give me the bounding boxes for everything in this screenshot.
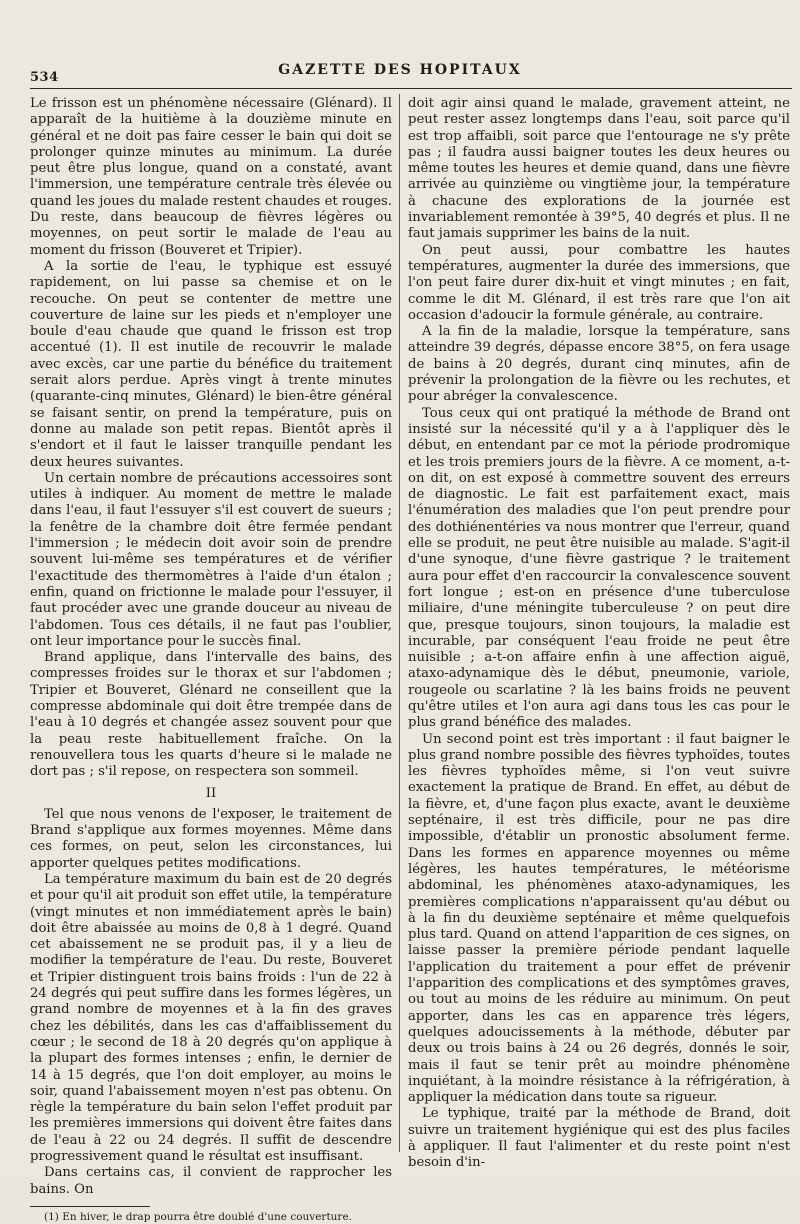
paragraph: Un certain nombre de précautions accessoires sont utiles à indiquer. Au moment de mettre le malade dans l'eau, il faut l'essuyer s'il est couvert de sueurs ; la fenêtre de la chambre doit être fermée pendant l'immersion ; le médecin doit avoir soin de prendre souvent lui-même ses températures et de vérifier l'exactitude des thermomètres à l'aide d'un étalon ; enfin, quand on frictionne le malade pour l'essuyer, il faut procéder avec une grande douceur au niveau de l'abdomen. Tous ces détails, il ne faut pas l'oublier, ont leur importance pour le succès final. — [30, 470, 392, 649]
paragraph: A la fin de la maladie, lorsque la température, sans atteindre 39 degrés, dépasse encore 38°5, on fera usage de bains à 20 degrés, durant cinq minutes, afin de prévenir la prolongation de la fièvre ou les rechutes, et pour abréger la convalescence. — [408, 324, 790, 405]
paragraph: Un second point est très important : il faut baigner le plus grand nombre possible des fièvres typhoïdes, toutes les fièvres typhoïdes même, si l'on veut suivre exactement la pratique de Brand. En effet, au début de la fièvre, et, d'une façon plus exacte, avant le deuxième septénaire, il est très difficile, pour ne pas dire impossible, d'établir un pronostic absolument ferme. Dans les formes en apparence moyennes ou même légères, les hautes températures, le météorisme abdominal, les phénomènes ataxo-adynamiques, les premières complications n'apparaissent qu'au début ou à la fin du deuxième septénaire et même quelquefois plus tard. Quand on attend l'apparition de ces signes, on laisse passer la première période pendant laquelle l'application du traitement a pour effet de prévenir l'apparition des complications et des symptômes graves, ou tout au moins de les réduire au minimum. On peut apporter, dans les cas en apparence très légers, quelques adoucissements à la méthode, débuter par deux ou trois bains à 24 ou 26 degrés, donnés le soir, mais il faut se tenir prêt au moindre phénomène inquiétant, à la moindre résistance à la réfrigération, à appliquer la médication dans toute sa rigueur. — [408, 731, 790, 1106]
paragraph: Tel que nous venons de l'exposer, le traitement de Brand s'applique aux formes moyennes. Même dans ces formes, on peut, selon les circonstances, lui apporter quelques petites modifications. — [30, 806, 392, 871]
paragraph: Le frisson est un phénomène nécessaire (Glénard). Il apparaît de la huitième à la douzième minute en général et ne doit pas faire cesser le bain qui doit se prolonger quinze minutes au minimum. La durée peut être plus longue, quand on a constaté, avant l'immersion, une température centrale très élevée ou quand les joues du malade restent chaudes et rouges. Du reste, dans beaucoup de fièvres légères ou moyennes, on peut sortir le malade de l'eau au moment du frisson (Bouveret et Tripier). — [30, 96, 392, 258]
paragraph: On peut aussi, pour combattre les hautes températures, augmenter la durée des immersions, que l'on peut faire durer dix-huit et vingt minutes ; en fait, comme le dit M. Glénard, il est très rare que l'on ait occasion d'adoucir la formule générale, au contraire. — [408, 242, 790, 323]
header-rule — [30, 88, 792, 89]
right-column — [408, 96, 790, 1172]
paragraph: Le typhique, traité par la méthode de Brand, doit suivre un traitement hygiénique qui est des plus faciles à appliquer. Il faut l'alimenter et du reste point n'est besoin d'in- — [408, 1106, 790, 1171]
left-column — [30, 96, 392, 1224]
paragraph: Tous ceux qui ont pratiqué la méthode de Brand ont insisté sur la nécessité qu'il y a à l'appliquer dès le début, en entendant par ce mot la période prodromique et les trois premiers jours de la fièvre. A ce moment, a-t-on dit, on est exposé à commettre souvent des erreurs de diagnostic. Le fait est parfaitement exact, mais l'énumération des maladies que l'on peut prendre pour des dothiénentéries va nous montrer que l'erreur, quand elle se produit, ne peut être nuisible au malade. S'agit-il d'une synoque, d'une fièvre gastrique ? le traitement aura pour effet d'en raccourcir la convalescence souvent fort longue ; est-on en présence d'une tuberculose miliaire, d'une méningite tuberculeuse ? on peut dire que, presque toujours, sinon toujours, la maladie est incurable, par conséquent l'eau froide ne peut être nuisible ; a-t-on affaire enfin à une affection aiguë, ataxo-adynamique dès le début, pneumonie, variole, rougeole ou scarlatine ? là les bains froids ne peuvent qu'être utiles et l'on aura agi dans tous les cas pour le plus grand bénéfice des malades. — [408, 405, 790, 731]
page-number: 534 — [30, 70, 59, 85]
paragraph: A la sortie de l'eau, le typhique est essuyé rapidement, on lui passe sa chemise et on le recouche. On peut se contenter de mettre une couverture de laine sur les pieds et n'employer une boule d'eau chaude que quand le frisson est trop accentué (1). Il est inutile de recouvrir le malade avec excès, car une partie du bénéfice du traitement serait alors perdue. Après vingt à trente minutes (quarante-cinq minutes, Glénard) le bien-être général se faisant sentir, on prend la température, puis on donne au malade son petit repas. Bientôt après il s'endort et il faut le laisser tranquille pendant les deux heures suivantes. — [30, 258, 392, 470]
page-header — [0, 60, 800, 84]
paragraph: doit agir ainsi quand le malade, gravement atteint, ne peut rester assez longtemps dans l'eau, soit parce qu'il est trop affaibli, soit parce que l'entourage ne s'y prête pas ; il faudra aussi baigner toutes les deux heures ou même toutes les heures et demie quand, dans une fièvre arrivée au quinzième ou vingtième jour, la température à chacune des explorations de la journée est invariablement remontée à 39°5, 40 degrés et plus. Il ne faut jamais supprimer les bains de la nuit. — [408, 96, 790, 242]
section-heading: II — [205, 786, 217, 802]
paragraph: Brand applique, dans l'intervalle des bains, des compresses froides sur le thorax et sur l'abdomen ; Tripier et Bouveret, Glénard ne conseillent que la compresse abdominale qui doit être trempée dans de l'eau à 10 degrés et changée assez souvent pour que la peau reste habituellement fraîche. On la renouvellera tous les quarts d'heure si le malade ne dort pas ; s'il repose, on respectera son sommeil. — [30, 650, 392, 780]
footnote-rule — [30, 1206, 150, 1207]
paragraph: La température maximum du bain est de 20 degrés et pour qu'il ait produit son effet utile, la température (vingt minutes et non immédiatement après le bain) doit être abaissée au moins de 0,8 à 1 degré. Quand cet abaissement ne se produit pas, il y a lieu de modifier la température de l'eau. Du reste, Bouveret et Tripier distinguent trois bains froids : l'un de 22 à 24 degrés qui peut suffire dans les formes légères, un grand nombre de moyennes et à la fin des graves chez les débilités, dans les cas d'affaiblissement du cœur ; le second de 18 à 20 degrés qu'on applique à la plupart des formes intenses ; enfin, le dernier de 14 à 15 degrés, que l'on doit employer, au moins le soir, quand l'abaissement moyen n'est pas obtenu. On règle la température du bain selon l'effet produit par les premières immersions qui doivent être faites dans de l'eau à 22 ou 24 degrés. Il suffit de descendre progressivement quand le résultat est insuffisant. — [30, 871, 392, 1164]
column-divider — [399, 94, 400, 1152]
journal-title: GAZETTE DES HOPITAUX — [278, 62, 522, 78]
paragraph: Dans certains cas, il convient de rapprocher les bains. On — [30, 1165, 392, 1197]
footnote: (1) En hiver, le drap pourra être doublé d'une couverture. — [44, 1210, 353, 1223]
